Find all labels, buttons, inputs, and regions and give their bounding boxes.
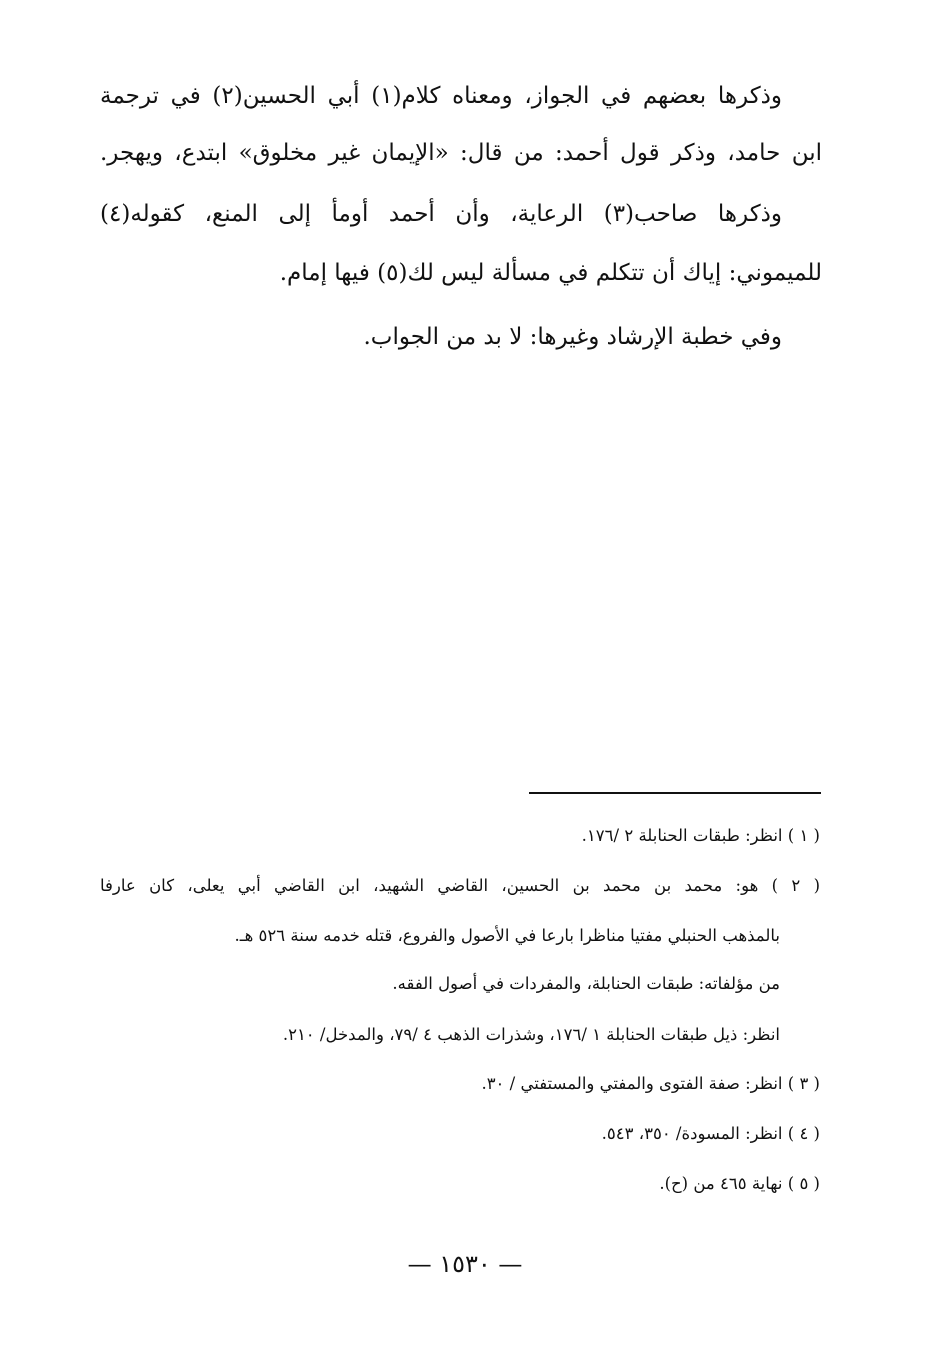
footnote-3: ( ٣ ) انظر: صفة الفتوى والمفتي والمستفتي / ٣٠. [481, 1074, 820, 1093]
footnote-2-line-1: ( ٢ ) هو: محمد بن محمد بن الحسين، القاضي الشهيد، ابن القاضي أبي يعلى، كان عارفا [100, 876, 821, 895]
footnote-5: ( ٥ ) نهاية ٤٦٥ من (ح). [659, 1174, 820, 1193]
footnote-1: ( ١ ) انظر: طبقات الحنابلة ٢ /١٧٦. [581, 826, 820, 845]
body-line-3: وذكرها صاحب(٣) الرعاية، وأن أحمد أومأ إلى المنع، كقوله(٤) [100, 201, 782, 227]
page-number: — ١٥٣٠ — [407, 1250, 523, 1278]
footnote-4: ( ٤ ) انظر: المسودة/ ٣٥٠، ٥٤٣. [601, 1124, 820, 1143]
body-line-1: وذكرها بعضهم في الجواز، ومعناه كلام(١) أبي الحسين(٢) في ترجمة [100, 83, 782, 109]
body-line-5: وفي خطبة الإرشاد وغيرها: لا بد من الجواب. [363, 324, 782, 350]
body-line-4: للميموني: إياك أن تتكلم في مسألة ليس لك(٥) فيها إمام. [279, 260, 822, 286]
footnote-2-line-3: من مؤلفاته: طبقات الحنابلة، والمفردات في أصول الفقه. [392, 974, 780, 993]
footnote-2-line-4: انظر: ذيل طبقات الحنابلة ١ /١٧٦، وشذرات الذهب ٤ /٧٩، والمدخل/ ٢١٠. [282, 1025, 780, 1044]
footnote-separator [529, 792, 821, 794]
footnote-2-line-2: بالمذهب الحنبلي مفتيا مناظرا بارعا في الأصول والفروع، قتله خدمه سنة ٥٢٦ هـ. [234, 926, 780, 945]
body-line-2: ابن حامد، وذكر قول أحمد: من قال: «الإيمان غير مخلوق» ابتدع، ويهجر. [100, 140, 822, 166]
